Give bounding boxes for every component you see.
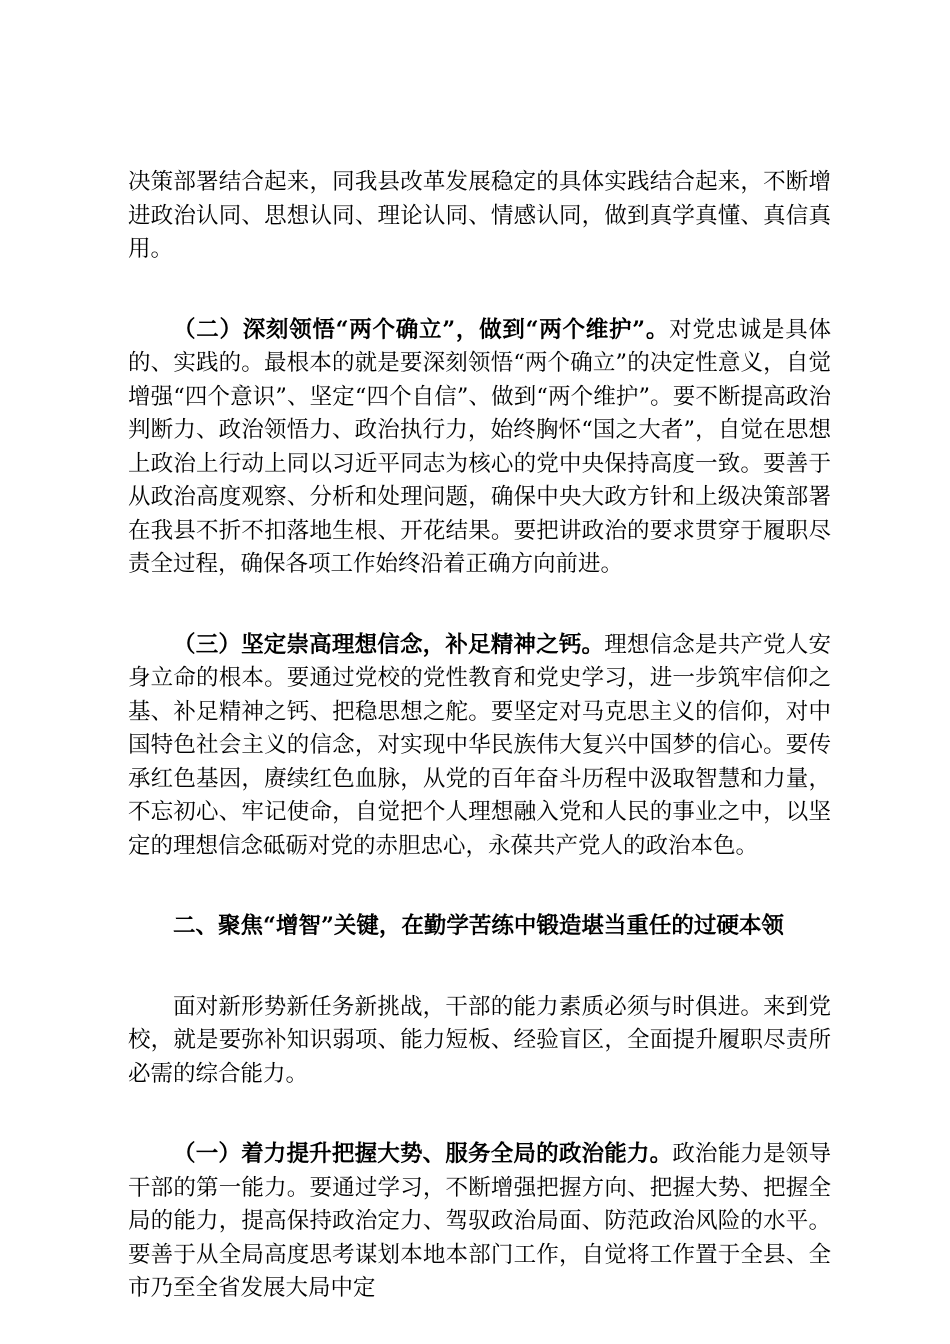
section-heading: （一）着力提升把握大势、服务全局的政治能力。 <box>173 1141 673 1167</box>
paragraph-subsection-one <box>128 1138 831 1306</box>
paragraph-text: 决策部署结合起来，同我县改革发展稳定的具体实践结合起来，不断增进政治认同、思想认同、理论认同、情感认同，做到真学真懂、真信真用。 <box>128 169 831 262</box>
chapter-heading <box>128 910 831 944</box>
section-heading: （三）坚定崇高理想信念，补足精神之钙。 <box>173 631 605 658</box>
paragraph-intro <box>128 991 831 1092</box>
paragraph-section-three <box>128 629 831 864</box>
paragraph-text: 对党忠诚是具体的、实践的。最根本的就是要深刻领悟“两个确立”的决定性意义，自觉增强“四个意识”、坚定“四个自信”、做到“两个维护”。要不断提高政治判断力、政治领悟力、政治执行力，始终胸怀“国之大者”，自觉在思想上政治上行动上同以习近平同志为核心的党中央保持高度一致。要善于从政治高度观察、分析和处理问题，确保中央大政方针和上级决策部署在我县不折不扣落地生根、开花结果。要把讲政治的要求贯穿于履职尽责全过程，确保各项工作始终沿着正确方向前进。 <box>128 316 831 577</box>
document-page <box>128 166 831 1306</box>
paragraph-text: 面对新形势新任务新挑战，干部的能力素质必须与时俱进。来到党校，就是要弥补知识弱项、能力短板、经验盲区，全面提升履职尽责所必需的综合能力。 <box>128 993 831 1087</box>
paragraph-text: 理想信念是共产党人安身立命的根本。要通过党校的党性教育和党史学习，进一步筑牢信仰之基、补足精神之钙、把稳思想之舵。要坚定对马克思主义的信仰，对中国特色社会主义的信念，对实现中华民族伟大复兴中国梦的信心。要传承红色基因，赓续红色血脉，从党的百年奋斗历程中汲取智慧和力量，不忘初心、牢记使命，自觉把个人理想融入党和人民的事业之中，以坚定的理想信念砥砺对党的赤胆忠心，永葆共产党人的政治本色。 <box>128 631 831 859</box>
chapter-heading-text: 二、聚焦“增智”关键，在勤学苦练中锻造堪当重任的过硬本领 <box>173 913 784 939</box>
paragraph-section-two <box>128 314 831 582</box>
paragraph-continuation <box>128 166 831 267</box>
section-heading: （二）深刻领悟“两个确立”，做到“两个维护”。 <box>173 316 670 343</box>
paragraph-text: 政治能力是领导干部的第一能力。要通过学习，不断增强把握方向、把握大势、把握全局的能力，提高保持政治定力、驾驭政治局面、防范政治风险的水平。要善于从全局高度思考谋划本地本部门工作，自觉将工作置于全县、全市乃至全省发展大局中定 <box>128 1141 831 1301</box>
